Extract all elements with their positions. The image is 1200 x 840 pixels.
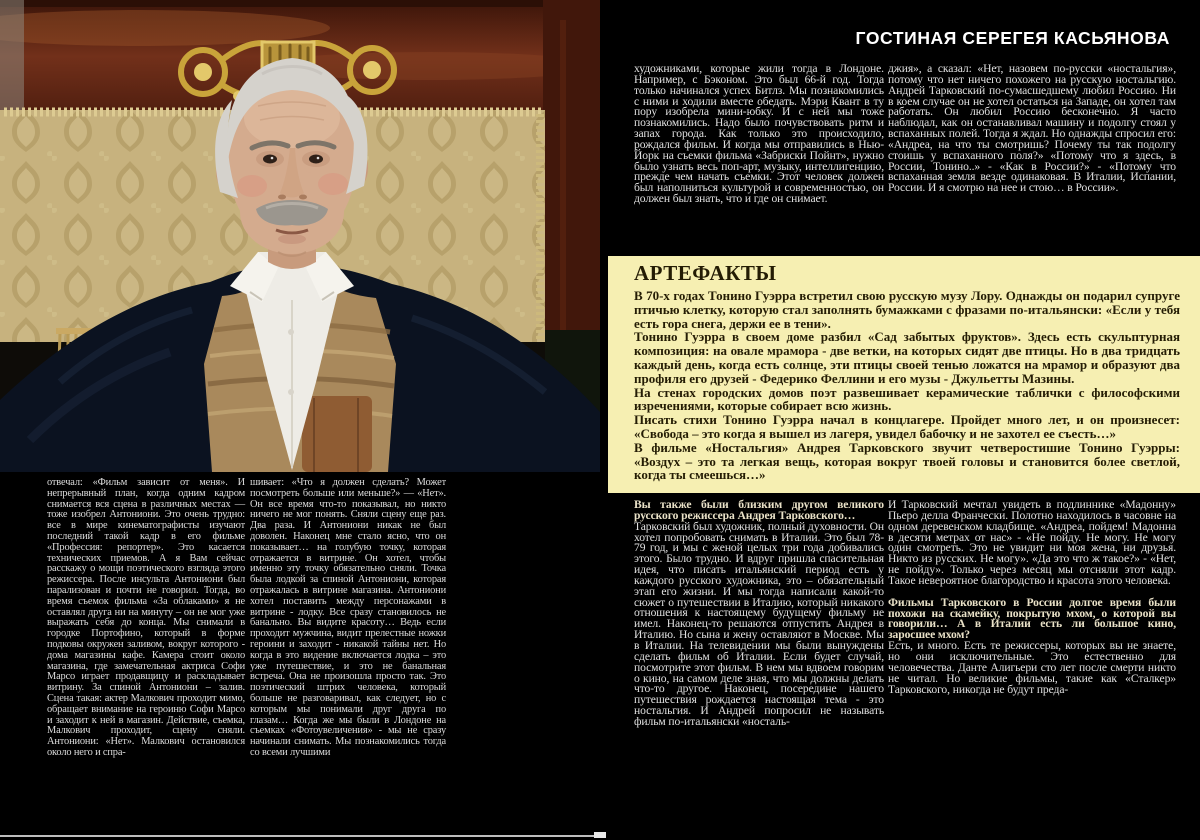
page-title: ГОСТИНАЯ СЕРЕГЕЯ КАСЬЯНОВА	[855, 28, 1170, 48]
portrait-photo	[0, 0, 600, 472]
portrait-photo-svg	[0, 0, 600, 472]
left-page-column-1: отвечал: «Фильм зависит от меня». И непрерывный план, когда одним кадром снимается вся сцена в различных местах — тоже изобрел Антониони. Это очень трудно: все в мире кинематографисты изучают последний такой кадр в его фильме «Профессия: репортер». Это касается технических приемов. А я Вам сейчас расскажу о мощи поэтического взгляда этого режиссера. После инсульта Антониони был парализован и почти не говорил. Тогда, во время съемок фильма «За облаками» я не оставлял друга ни на минуту – он не мог уже выражать себя до конца. Мы снимали в городке Портофино, который в форме подковы окружен заливом, вокруг которого - дома магазины кафе. Камера стоит около магазина, где замечательная актриса Софи Марсо играет продавщицу и раскладывает витрину. За спиной Антониони – залив. Сцена такая: актер Малкович проходит мимо, обращает внимание на героиню Софи Марсо и заходит к ней в магазин. Действие, съемка, Малкович проходит, сцену сняли. Антониони: «Нет». Малкович остановился около него и спра-	[47, 477, 245, 758]
artefacts-title: АРТЕФАКТЫ	[634, 261, 777, 285]
artefacts-paragraph: Писать стихи Тонино Гуэрра начал в концлагере. Пройдет много лет, и он произнесет: «Свобода – это когда я вышел из лагеря, увидел бабочку и не захотел ее съесть…»	[634, 412, 1180, 441]
artefacts-paragraph: В фильме «Ностальгия» Андрея Тарковского звучит четверостишие Тонино Гуэрры: «Воздух – это та легкая вещь, которая вокруг твоей головы и становится более светлой, когда ты смеешься…»	[634, 439, 1180, 483]
artefacts-box	[608, 256, 1200, 493]
artefacts-paragraph: Тонино Гуэрра в своем доме разбил «Сад забытых фруктов». Здесь есть скульптурная композиция: на овале мрамора - две ветки, на которых сидят две птицы. Но в два тридцать каждый день, когда есть солнце, эти птицы своей тенью ложатся на мрамор и образуют два профиля его друзей - Федерико Феллини и его музы - Джульетты Мазины.	[634, 329, 1180, 386]
interview-answer-1: Тарковский был художник, полный духовности. Он хотел попробовать снимать в Италии. Это был 78-79 год, и мы с женой целых три года добивались этого. Было трудно. И вдруг пришла спасительная идея, что писать итальянский период есть у каждого русского художника, это – обязательный этап его жизни. И мы тогда написали какой-то сюжет о путешествии в Италию, который никакого отношения к настоящему будущему фильму не имел. Наконец-то решаются отпустить Андрея в Италию. Но сына и жену оставляют в Москве. Мы в Италии. На телевидении мы были вынуждены сделать фильм об Италии. Если будет случай, посмотрите этот фильм. В нем мы вдвоем говорим о кино, на самом деле зная, что мы должны делать что-то другое. Наконец, посередине нашего путешествия рождается настоящая тема - это ностальгия. И Андрей попросил не называть фильм по-итальянски «носталь-	[634, 519, 884, 728]
artefacts-paragraph: На стенах городских домов поэт развешивает керамические таблички с философскими изречениями, которые собирает всю жизнь.	[634, 384, 1180, 414]
right-page-top-column-right: джия», а сказал: «Нет, назовем по-русски «ностальгия», потому что нет ничего похожего на русскую ностальгию. Андрей Тарковский по-сумасшедшему любил Россию. Ни в коем случае он не хотел остаться на Западе, он хотел там работать. Он любил Россию бесконечно. Я часто наблюдал, как он останавливал машину и подолгу стоял у вспаханных полей. Тогда я ждал. Но однажды спросил его: «Андреа, на что ты смотришь? Почему ты так подолгу стоишь у вспаханного поля?» «Потому что я здесь, в России, Тонино..» - «Как в России?» - «Потому что вспаханная земля везде одинаковая. В Италии, Испании, России. И я смотрю на нее и стою… в России».	[888, 62, 1176, 195]
interview-answer-1-continued: И Тарковский мечтал увидеть в подлиннике «Мадонну» Пьеро делла Франчески. Полотно находилось в часовне на одном деревенском кладбище. «Андреа, пойдем! Мадонна в десяти метрах от нас» - «Не пойду. Не могу. Не могу один смотреть. Это не увидит ни моя жена, ни друзья. Никто из русских. Не могу». «Да это что ж такое?» - «Нет, не пойду». Только через месяц мы отсняли этот кадр. Такое невероятное благородство и красота этого человека.	[888, 498, 1176, 587]
left-eye	[263, 155, 277, 164]
right-eye	[309, 155, 323, 164]
right-page-bottom-column-right	[888, 500, 1176, 695]
interview-question-1: Вы также были близким другом великого русского режиссера Андрея Тарковского…	[634, 498, 884, 522]
interview-question-2: Фильмы Тарковского в России долгое время были похожи на скамейку, покрытую мхом, о которой вы говорили… А в Италии есть ли большое кино, заросшее мхом?	[888, 595, 1176, 642]
artefacts-paragraph: В 70-х годах Тонино Гуэрра встретил свою русскую музу Лору. Однажды он подарил супруге птичью клетку, которую стал заполнять бумажками с фразами по-итальянски: «Если у тебя есть гора снега, держи ее в тени».	[634, 288, 1180, 331]
page-bottom-rule	[0, 835, 605, 837]
left-page-column-2: шивает: «Что я должен сделать? Может посмотреть больше или меньше?» — «Нет». Он все время что-то показывал, но никто ничего не мог понять. Сняли сцену еще раз. Два раза. И Антониони никак не был доволен. Наконец мне стало ясно, что он показывает… на голубую точку, которая отражается в витрине. Он хотел, чтобы именно эту точку обязательно сняли. Точка была лодкой за спиной Антониони, которая отражалась в витрине магазина. Антониони хотел поставить между персонажами в витрине - лодку. Все сразу становилось не банально. Вы видите красоту… Ведь если проходит мужчина, видит прелестные ножки героини и заходит - никакой тайны нет. Но когда в это видение включается лодка – это уже путешествие, и это не банальная встреча. Она не произошла просто так. Это поэтический штрих человека, который больше не разговаривал, как следует, но с которым мы понимали друг друга по глазам… Когда же мы были в Лондоне на съемках «Фотоувеличения» - мы не сразу начинали снимать. Мы познакомились тогда со всеми лучшими	[250, 477, 446, 758]
right-page-bottom-column-left	[634, 500, 884, 728]
page-bottom-rule-end	[594, 832, 606, 838]
right-page-top-column-left: художниками, которые жили тогда в Лондоне. Например, с Бэконом. Это был 66-й год. Тогда только начинался успех Битлз. Мы познакомились с ними и ходили вместе обедать. Мэри Квант в ту пору изобрела мини-юбку. И с ней мы тоже познакомились. Надо было почувствовать ритм и запах города. Как только это происходило, рождался фильм. И когда мы отправились в Нью-Йорк на съемки фильма «Забриски Пойнт», нужно было узнать весь поп-арт, музыку, интеллигенцию, прежде чем начать съемки. Этот человек должен был наполниться культурой и современностью, он должен был знать, что и где он снимает.	[634, 62, 884, 206]
interview-answer-2: Есть, и много. Есть те режиссеры, которых вы не знаете, но они исключительные. Это естественно для человечества. Данте Алигьери сто лет после смерти никто не читал. Но великие фильмы, такие как «Сталкер» Тарковского, никогда не будут преда-	[888, 639, 1176, 696]
